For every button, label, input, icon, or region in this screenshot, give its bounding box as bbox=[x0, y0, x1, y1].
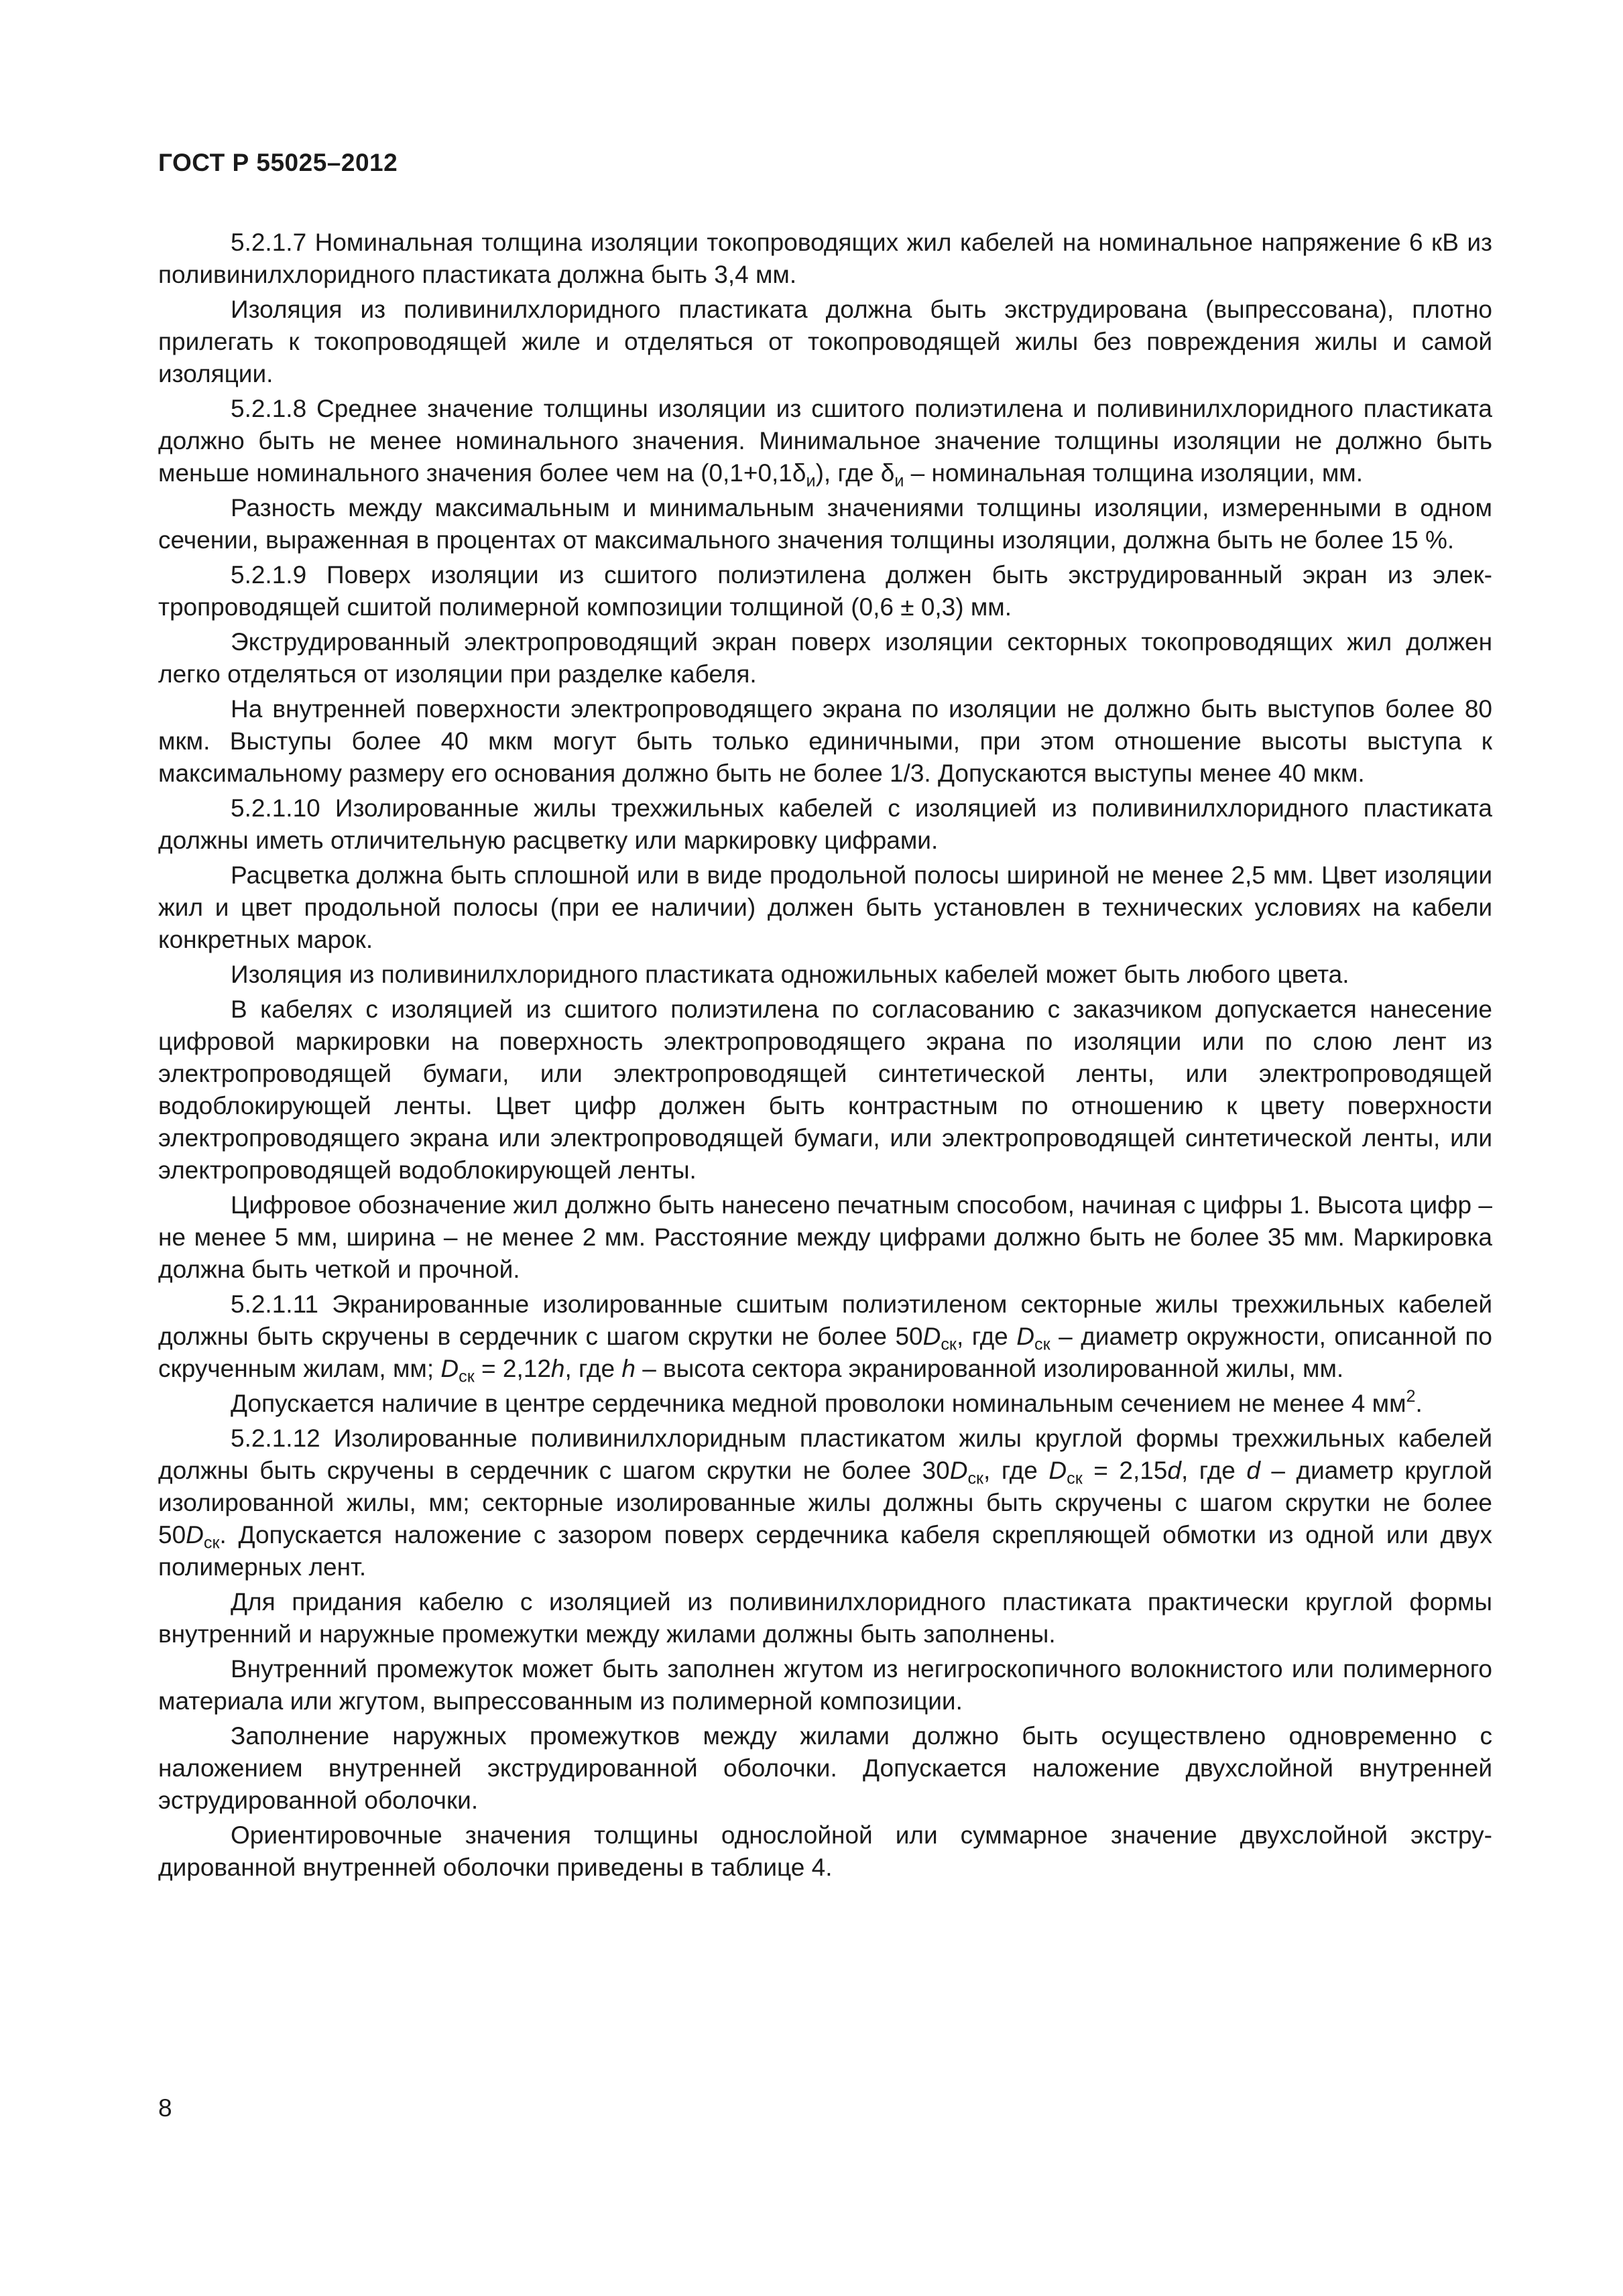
page-number: 8 bbox=[158, 2094, 172, 2122]
paragraph-screen-protrusions: На внутренней поверхности электропроводящего экрана по изоляции не должно быть выступов более 80 мкм. Выступы более 40 мкм могут быть только единичными, при этом отношение высоты выступа к максимальному размеру его основания должно быть не более 1/3. Допускаются выступы менее 40 мкм. bbox=[158, 695, 1492, 787]
paragraph-screen-separation: Экструдированный электропроводящий экран поверх изоляции секторных токопроводящих жил должен легко отделяться от изоляции при разделке кабеля. bbox=[158, 628, 1492, 688]
paragraph-insulation-extrusion: Изоляция из поливинилхлоридного пластиката должна быть экструдирована (выпрессована), плотно прилегать к токопроводящей жиле и отделяться от токопроводящей жилы без повреждения жилы и самой изоляции. bbox=[158, 296, 1492, 387]
paragraph-5-2-1-9: 5.2.1.9 Поверх изоляции из сшитого полиэтилена должен быть экструдированный экран из электропроводящей сшитой полимерной композиции толщиной (0,6 ± 0,3) мм. bbox=[158, 561, 1492, 621]
paragraph-copper-wire: Допускается наличие в центре сердечника медной проволоки номинальным сечением не менее 4 $мм^2$. bbox=[231, 1386, 1423, 1417]
paragraph-thickness-difference: Разность между максимальным и минимальным значениями толщины изоляции, измеренными в одном сечении, выраженная в процентах от максимального значения толщины изоляции, должна быть не более 15 %. bbox=[158, 494, 1492, 554]
paragraph-outer-gaps: Заполнение наружных промежутков между жилами должно быть осуществлено одновременно с наложением внутренней экструдированной оболочки. Допускается наложение двухслойной внутренней эструдированной оболочки. bbox=[158, 1722, 1492, 1814]
document-body bbox=[158, 227, 1492, 1884]
paragraph-5-2-1-11: 5.2.1.11 Экранированные изолированные сшитым полиэтиленом секторные жилы трехжильных кабелей должны быть скручены в сердечник с шагом скрутки не более $50D_{ск}$, где $D_{ск}$ – диаметр окружности, описанной по скрученным жилам, мм; $D_{ск} = 2,12h$, где h – высота сектора экранированной изолированной жилы, мм. bbox=[158, 1290, 1492, 1386]
paragraph-single-core-color: Изоляция из поливинилхлоридного пластиката одножильных кабелей может быть любого цвета. bbox=[231, 961, 1349, 988]
paragraph-5-2-1-8: 5.2.1.8 Среднее значение толщины изоляции из сшитого полиэтилена и поливинилхлоридного пластиката должно быть не менее номинального значения. Минимальное значение толщины изоляции не должно быть меньше номинального значения более чем на $(0,1+0,1\delta_и)$, где $\delta_и$ – номинальная толщина изоляции, мм. bbox=[158, 395, 1492, 491]
paragraph-5-2-1-12: 5.2.1.12 Изолированные поливинилхлоридным пластикатом жилы круглой формы трехжильных кабелей должны быть скручены в сердечник с шагом скрутки не более $30D_{ск}$, где $D_{ск} = 2,15d$, где d – диаметр круглой изолированной жилы, мм; секторные изолированные жилы должны быть скручены с шагом скрутки не более $50D_{ск}$. Допускается наложение с зазором поверх сердечника кабеля скрепляющей обмотки из одной или двух полимерных лент. bbox=[158, 1425, 1492, 1581]
paragraph-sheath-thickness: Ориентировочные значения толщины однослойной или суммарное значение двухслойной экструдированной внутренней оболочки приведены в таблице 4. bbox=[158, 1821, 1492, 1881]
paragraph-round-form: Для придания кабелю с изоляцией из поливинилхлоридного пластиката практически круглой формы внутренний и наружные промежутки между жилами должны быть заполнены. bbox=[158, 1588, 1492, 1648]
paragraph-marking-method: Цифровое обозначение жил должно быть нанесено печатным способом, начиная с цифры 1. Высота цифр – не менее 5 мм, ширина – не менее 2 мм. Расстояние между цифрами должно быть не более 35 мм. Маркировка должна быть четкой и прочной. bbox=[158, 1191, 1492, 1283]
document-header: ГОСТ Р 55025–2012 bbox=[158, 149, 398, 176]
paragraph-digital-marking: В кабелях с изоляцией из сшитого полиэтилена по согласованию с заказчиком допускается нанесение цифровой маркировки на поверхность электропроводящего экрана по изоляции или по слою лент из электропроводящей бумаги, или электропроводящей синтетической ленты, или электропроводящей водоблокирующей ленты. Цвет цифр должен быть контрастным по отношению к цвету поверхности электропроводящего экрана или электропроводящей бумаги, или электропроводящей синтетической ленты, или электропроводящей водоблокирующей ленты. bbox=[158, 995, 1492, 1184]
paragraph-coloring: Расцветка должна быть сплошной или в виде продольной полосы шириной не менее 2,5 мм. Цвет изоляции жил и цвет продольной полосы (при ее наличии) должен быть установлен в технических условиях на кабели конкретных марок. bbox=[158, 861, 1492, 953]
paragraph-5-2-1-10: 5.2.1.10 Изолированные жилы трехжильных кабелей с изоляцией из поливинилхлоридного пластиката должны иметь отличительную расцветку или маркировку цифрами. bbox=[158, 794, 1492, 854]
paragraph-inner-gap: Внутренний промежуток может быть заполнен жгутом из негигроскопичного волокнистого или полимерного материала или жгутом, выпрессованным из полимерной композиции. bbox=[158, 1655, 1492, 1715]
paragraph-5-2-1-7: 5.2.1.7 Номинальная толщина изоляции токопроводящих жил кабелей на номинальное напряжение 6 кВ из поливинилхлоридного пластиката должна быть 3,4 мм. bbox=[158, 229, 1492, 288]
